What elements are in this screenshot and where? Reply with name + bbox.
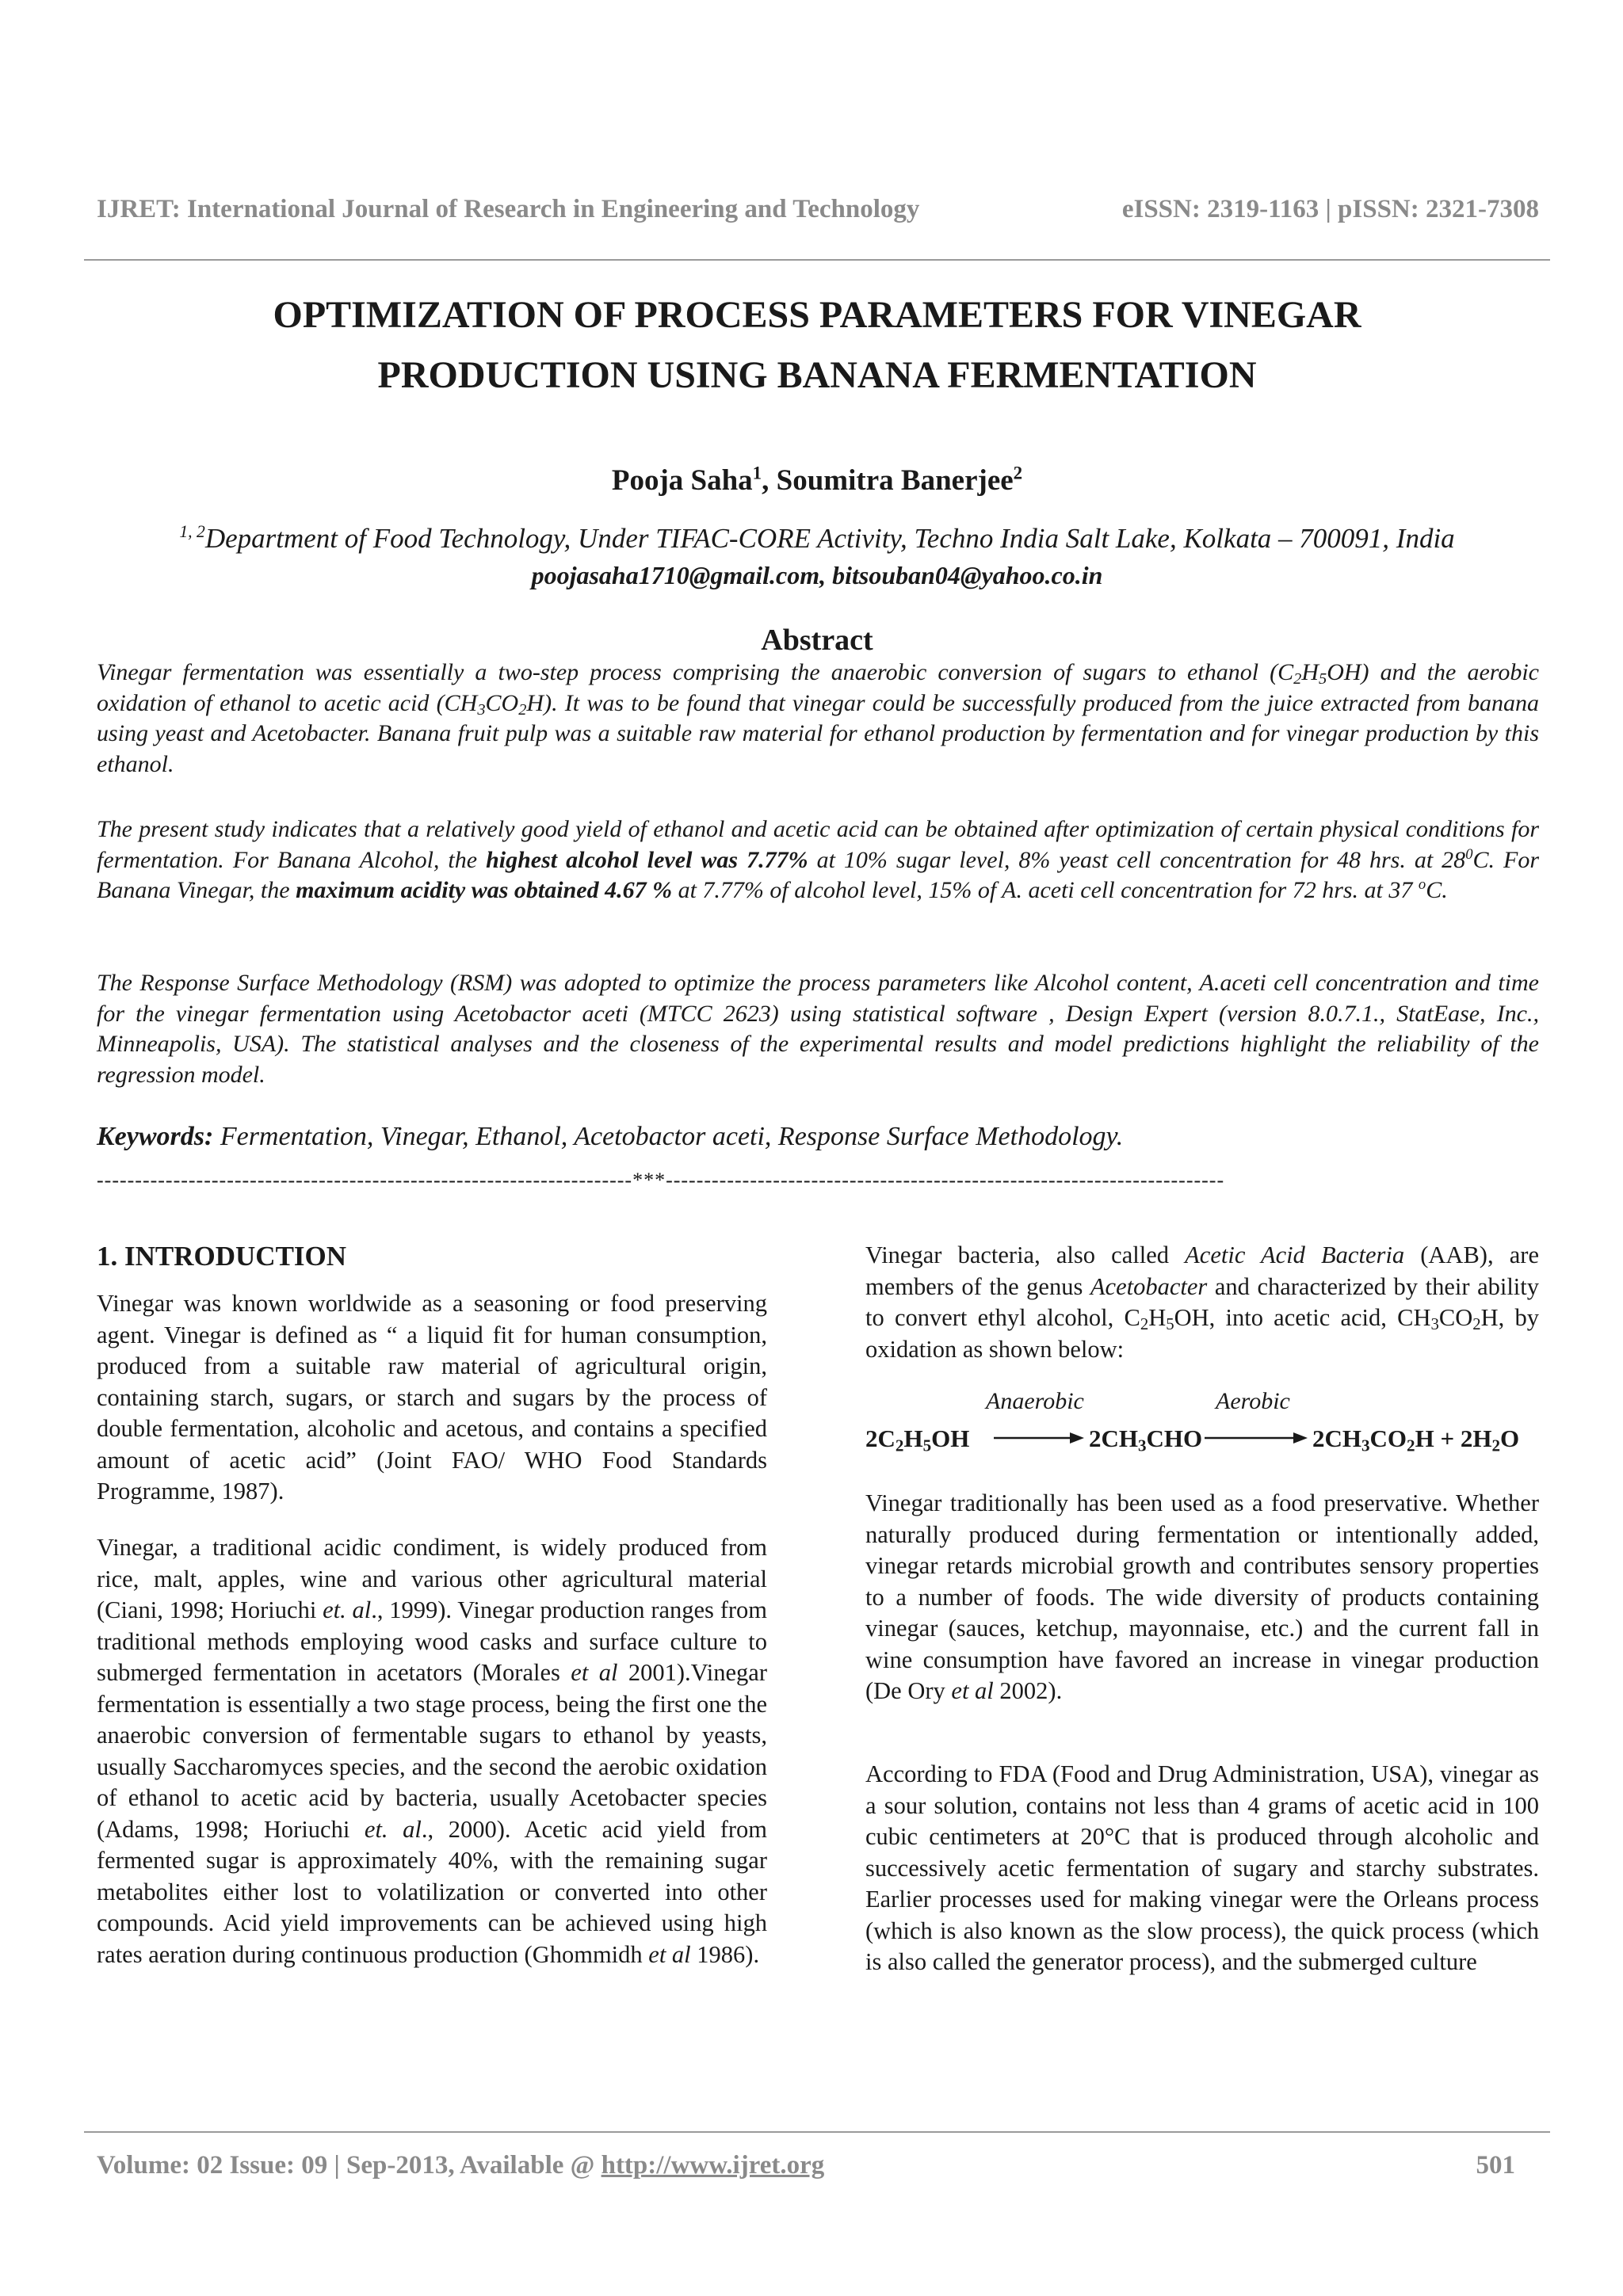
right-paragraph-2: Vinegar traditionally has been used as a food preservative. Whether naturally produced during fermentation or intentionally added, vinegar retards microbial growth and contributes sensory properties to a number of foods. The wide diversity of products containing vinegar (sauces, ketchup, mayonnaise, etc.) and the current fall in wine consumption have favored an increase in vinegar production (De Ory et al 2002). xyxy=(865,1489,1539,1704)
product-acetic-acid: $2CH_3CO_2H + 2H_2O$ xyxy=(1312,1425,1520,1455)
running-footer xyxy=(97,2151,1515,2186)
affiliation-text: Department of Food Technology, Under TIFAC-CORE Activity, Techno India Salt Lake, Kolkata – 700091, India xyxy=(204,523,1455,554)
authors xyxy=(84,463,1550,498)
title-line-2: PRODUCTION USING BANANA FERMENTATION xyxy=(377,354,1257,396)
keywords xyxy=(97,1122,1539,1152)
page-number: 501 xyxy=(1476,2151,1515,2180)
affiliation-sup: 1, 2 xyxy=(179,521,205,541)
abstract-heading: Abstract xyxy=(761,624,873,657)
author-1-sup: 1 xyxy=(752,463,762,483)
section-separator: ----------------------------------------------------------------------***------------------------------------------------------------------------- xyxy=(97,1171,1225,1190)
author-1: Pooja Saha xyxy=(611,464,753,497)
paper-title xyxy=(84,285,1550,406)
abstract-paragraph-2: The present study indicates that a relatively good yield of ethanol and acetic acid can be obtained after optimization of certain physical conditions for fermentation. For Banana Alcohol, the highest alcohol level was 7.77% at 10% sugar level, 8% yeast cell concentration for 48 hrs. at $28^0C$. For Banana Vinegar, the maximum acidity was obtained 4.67 % at 7.77% of alcohol level, 15% of A. aceti cell concentration for 72 hrs. at 37 $^o$C. xyxy=(97,816,1539,903)
right-paragraph-3: According to FDA (Food and Drug Administration, USA), vinegar as a sour solution, contains not less than 4 grams of acetic acid in 100 cubic centimeters at 20°C that is produced through alcoholic and successively acetic fermentation of sugary and starchy substrates. Earlier processes used for making vinegar were the Orleans process (which is also known as the slow process), the quick process (which is also called the generator process), and the submerged culture xyxy=(865,1760,1539,1975)
intro-paragraph-2: Vinegar, a traditional acidic condiment, is widely produced from rice, malt, apples, wine and various other agricultural material (Ciani, 1998; Horiuchi et. al., 1999). Vinegar production ranges from traditional methods employing wood casks and surface culture to submerged fermentation in acetators (Morales et al 2001).Vinegar fermentation is essentially a two stage process, being the first one the anaerobic conversion of fermentable sugars to ethanol by yeasts, usually Saccharomyces species, and the second the aerobic oxidation of ethanol to acetic acid by bacteria, usually Acetobacter species (Adams, 1998; Horiuchi et. al., 2000). Acetic acid yield from fermented sugar is approximately 40%, with the remaining sugar metabolites either lost to volatilization or converted into other compounds. Acid yield improvements can be achieved using high rates aeration during continuous production (Ghommidh et al 1986). xyxy=(97,1534,767,1968)
issn: eISSN: 2319-1163 | pISSN: 2321-7308 xyxy=(1121,195,1539,223)
aerobic-label: Aerobic xyxy=(1216,1388,1290,1414)
header-rule xyxy=(84,259,1550,261)
reaction-equation xyxy=(865,1388,1539,1467)
intermediate-acetaldehyde: $2CH_3CHO$ xyxy=(1089,1425,1203,1455)
running-header xyxy=(97,195,1539,227)
author-sep: , xyxy=(762,464,777,497)
reaction-arrow-2 xyxy=(1205,1426,1308,1450)
author-2: Soumitra Banerjee xyxy=(776,464,1014,497)
anaerobic-label: Anaerobic xyxy=(986,1388,1084,1414)
abstract-paragraph-3: The Response Surface Methodology (RSM) was adopted to optimize the process parameters like Alcohol content, A.aceti cell concentration and time for the vinegar fermentation using Acetobactor aceti (MTCC 2623) using statistical software , Design Expert (version 8.0.7.1., StatEase, Inc., Minneapolis, USA). The statistical analyses and the closeness of the experimental results and model predictions highlight the reliability of the regression model. xyxy=(97,970,1539,1088)
abstract-paragraph-1: Vinegar fermentation was essentially a two-step process comprising the anaerobic conversion of sugars to ethanol $(C_2H_5OH)$ and the aerobic oxidation of ethanol to acetic acid $(CH_3CO_2H)$. It was to be found that vinegar could be successfully produced from the juice extracted from banana using yeast and Acetobacter. Banana fruit pulp was a suitable raw material for ethanol production by fermentation and for vinegar production by this ethanol. xyxy=(97,659,1539,777)
journal-link[interactable]: http://www.ijret.org xyxy=(601,2151,825,2180)
affiliation xyxy=(84,523,1550,555)
intro-heading: 1. INTRODUCTION xyxy=(97,1241,347,1272)
author-2-sup: 2 xyxy=(1013,463,1023,483)
keywords-label: Keywords: xyxy=(97,1122,214,1151)
reactant-ethanol: $2C_2H_5OH$ xyxy=(865,1425,970,1455)
journal-name: IJRET: International Journal of Research in Engineering and Technology xyxy=(97,195,920,223)
volume-info: Volume: 02 Issue: 09 | Sep-2013, Available @ xyxy=(97,2151,601,2180)
right-paragraph-1: Vinegar bacteria, also called Acetic Acid Bacteria (AAB), are members of the genus Acetobacter and characterized by their ability to convert ethyl alcohol, $C_2H_5OH$, into acetic acid, $CH_3CO_2H$, by oxidation as shown below: xyxy=(865,1241,1540,1363)
author-emails: poojasaha1710@gmail.com, bitsouban04@yahoo.co.in xyxy=(531,561,1103,589)
title-line-1: OPTIMIZATION OF PROCESS PARAMETERS FOR VINEGAR xyxy=(273,294,1361,336)
keywords-text: Fermentation, Vinegar, Ethanol, Acetobactor aceti, Response Surface Methodology. xyxy=(213,1122,1124,1151)
reaction-arrow-1 xyxy=(994,1426,1084,1450)
footer-rule xyxy=(84,2131,1550,2133)
intro-paragraph-1: Vinegar was known worldwide as a seasoning or food preserving agent. Vinegar is defined as “ a liquid fit for human consumption, produced from a suitable raw material of agricultural origin, containing starch, sugars, or starch and sugars by the process of double fermentation, alcoholic and acetous, and contains a specified amount of acetic acid” (Joint FAO/ WHO Food Standards Programme, 1987). xyxy=(97,1290,767,1505)
